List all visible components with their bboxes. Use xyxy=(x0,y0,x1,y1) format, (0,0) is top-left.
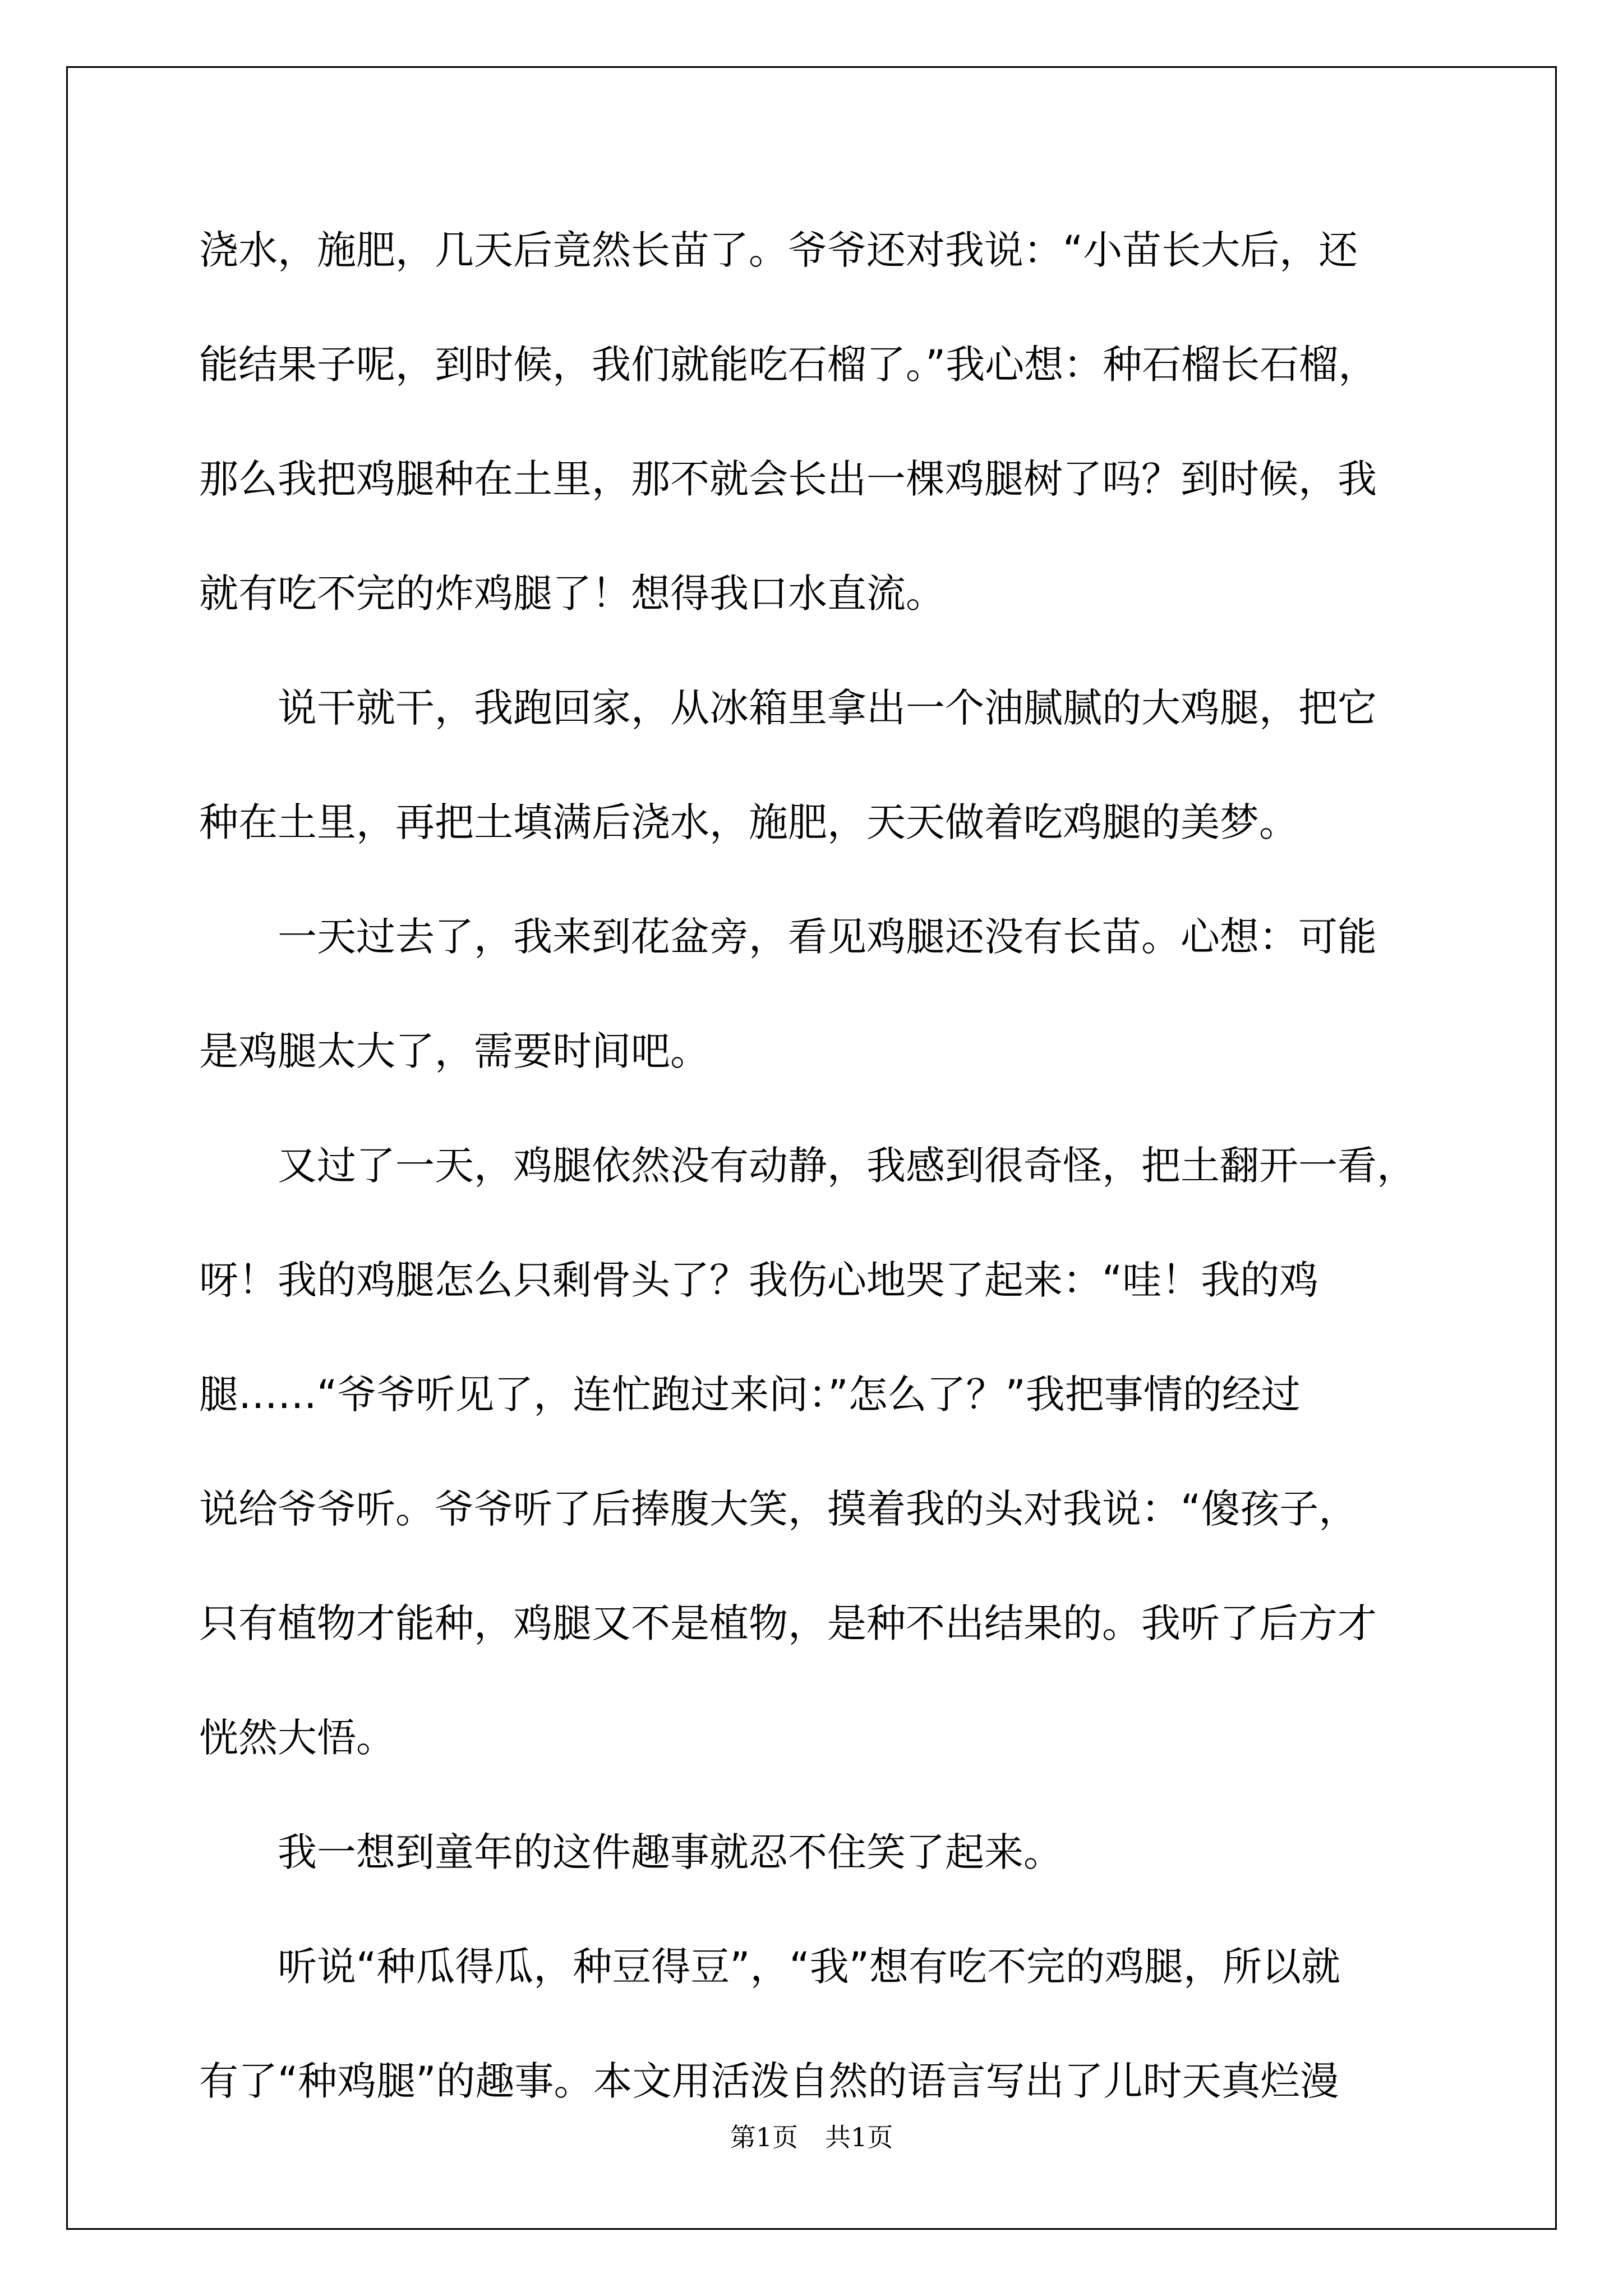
text-line-13: 只有植物才能种，鸡腿又不是植物，是种不出结果的。我听了后方才 xyxy=(199,1600,1377,1646)
text-line-7: 一天过去了，我来到花盆旁，看见鸡腿还没有长苗。心想：可能 xyxy=(199,914,1377,960)
text-line-5: 说干就干，我跑回家，从冰箱里拿出一个油腻腻的大鸡腿，把它 xyxy=(199,685,1377,731)
text-line-14: 恍然大悟。 xyxy=(199,1715,395,1761)
text-line-1: 浇水，施肥，几天后竟然长苗了。爷爷还对我说：“小苗长大后，还 xyxy=(199,227,1358,273)
text-line-15: 我一想到童年的这件趣事就忍不住笑了起来。 xyxy=(199,1829,1063,1875)
text-line-8: 是鸡腿太大了，需要时间吧。 xyxy=(199,1028,709,1074)
text-line-4: 就有吃不完的炸鸡腿了！想得我口水直流。 xyxy=(199,570,945,616)
text-line-9: 又过了一天，鸡腿依然没有动静，我感到很奇怪，把土翻开一看， xyxy=(199,1143,1416,1189)
page-total: 共1页 xyxy=(825,2122,893,2152)
document-body xyxy=(199,216,1433,2161)
text-line-6: 种在土里，再把土填满后浇水，施肥，天天做着吃鸡腿的美梦。 xyxy=(199,799,1298,845)
text-line-17: 有了“种鸡腿”的趣事。本文用活泼自然的语言写出了儿时天真烂漫 xyxy=(199,2058,1339,2104)
text-line-3: 那么我把鸡腿种在土里，那不就会长出一棵鸡腿树了吗？到时候，我 xyxy=(199,456,1377,502)
text-line-12: 说给爷爷听。爷爷听了后捧腹大笑，摸着我的头对我说：“傻孩子， xyxy=(199,1486,1358,1532)
text-line-10: 呀！我的鸡腿怎么只剩骨头了？我伤心地哭了起来：“哇！我的鸡 xyxy=(199,1257,1319,1303)
page-footer xyxy=(0,2120,1623,2154)
page-number: 第1页 xyxy=(730,2122,798,2152)
text-line-11: 腿……“爷爷听见了，连忙跑过来问：”怎么了？”我把事情的经过 xyxy=(199,1372,1301,1418)
text-line-2: 能结果子呢，到时候，我们就能吃石榴了。”我心想：种石榴长石榴， xyxy=(199,342,1378,388)
text-line-16: 听说“种瓜得瓜，种豆得豆”，“我”想有吃不完的鸡腿，所以就 xyxy=(199,1944,1341,1990)
